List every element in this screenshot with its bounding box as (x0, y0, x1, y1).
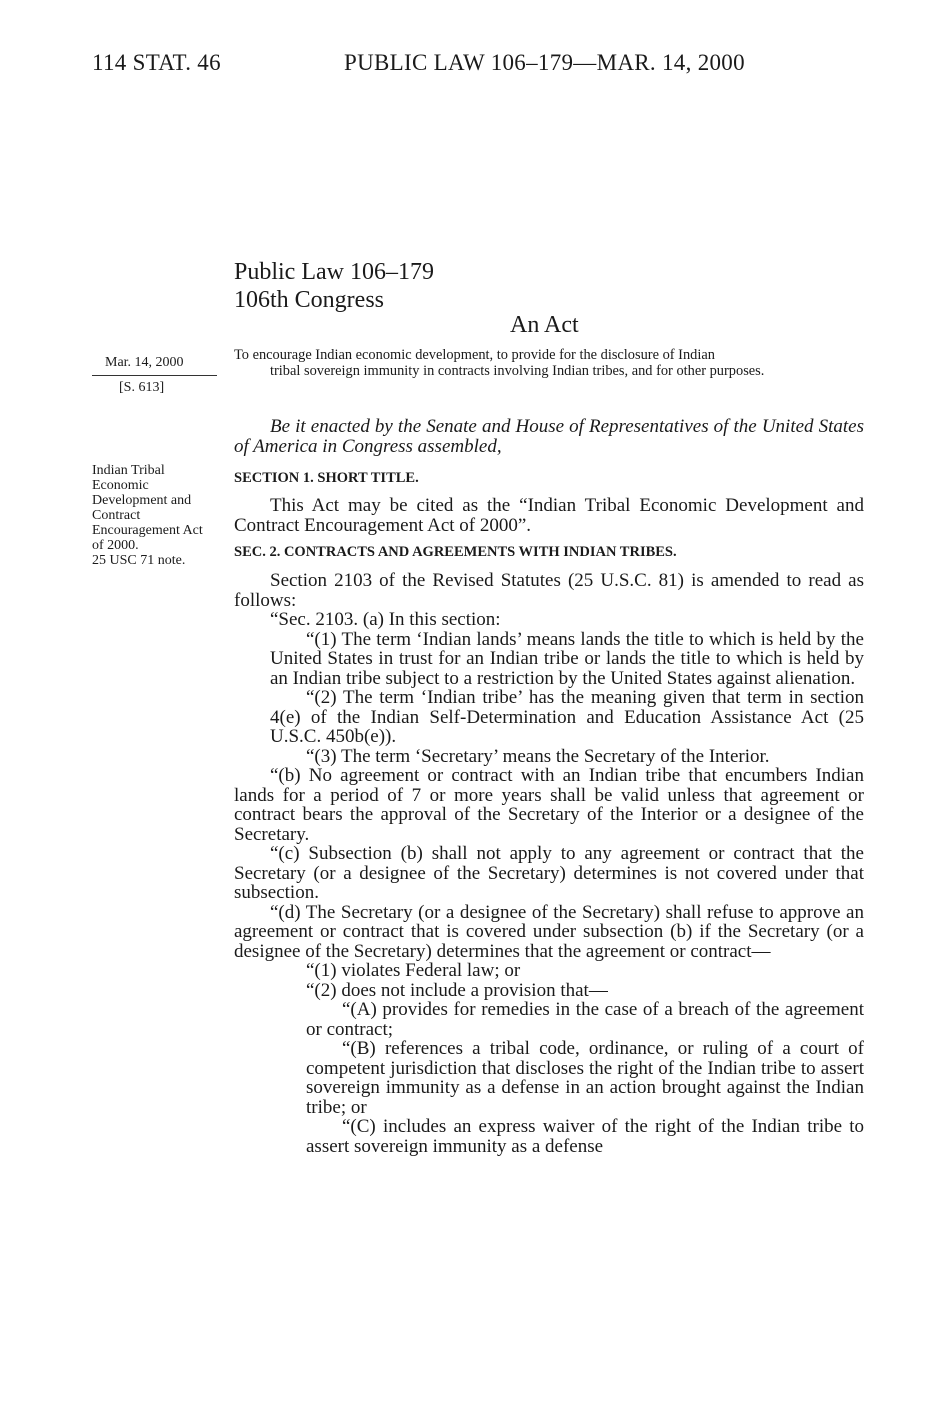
law-number: Public Law 106–179 (234, 259, 434, 285)
congress: 106th Congress (234, 287, 384, 313)
enacting-text: Be it enacted by the Senate and House of Representatives of the United States of America in Congress assembled, (234, 416, 864, 457)
margin-short-title-note (92, 463, 217, 568)
subsection-a2: “(2) The term ‘Indian tribe’ has the meaning given that term in section 4(e) of the Indian Self-Determination and Education Assistance Act (25 U.S.C. 450b(e)). (270, 687, 864, 747)
section1-text: This Act may be cited as the “Indian Tribal Economic Development and Contract Encouragement Act of 2000”. (234, 495, 864, 536)
margin-usc-note: 25 USC 71 note. (92, 553, 186, 568)
margin-date: Mar. 14, 2000 (105, 355, 184, 370)
margin-rule (92, 375, 217, 376)
subsection-dA: “(A) provides for remedies in the case of a breach of the agreement or contract; (306, 999, 864, 1040)
subsection-d2: “(2) does not include a provision that— (306, 979, 608, 1001)
subsection-a1: “(1) The term ‘Indian lands’ means lands the title to which is held by the United States in trust for an Indian tribe or lands the title to which is held by an Indian tribe subject to a restriction by the United States against alienation. (270, 628, 864, 689)
subsection-b: “(b) No agreement or contract with an Indian tribe that encumbers Indian lands for a period of 7 or more years shall be valid unless that agreement or contract bears the approval of the Secretary of the Interior or a designee of the Secretary. (234, 765, 864, 845)
enacting-clause (234, 417, 864, 457)
section1-heading: SECTION 1. SHORT TITLE. (234, 470, 419, 486)
subsection-d: “(d) The Secretary (or a designee of the Secretary) shall refuse to approve an agreement or contract that is covered under subsection (b) if the Secretary (or a designee of the Secretary) determines that the agreement or contract— (234, 901, 864, 962)
margin-short-name: Indian Tribal Economic Development and Contract Encouragement Act of 2000. (92, 463, 203, 553)
purpose-continuation: tribal sovereign immunity in contracts involving Indian tribes, and for other purposes. (270, 362, 765, 379)
page-reference: 114 STAT. 46 (92, 50, 221, 75)
section1-body (234, 496, 864, 535)
section2-body (234, 571, 864, 1156)
subsection-dC: “(C) includes an express waiver of the right of the Indian tribe to assert sovereign immunity as a defense (306, 1116, 864, 1157)
act-heading: An Act (510, 312, 579, 338)
purpose-clause (234, 348, 864, 379)
subsection-a3: “(3) The term ‘Secretary’ means the Secretary of the Interior. (306, 745, 770, 767)
subsection-dB: “(B) references a tribal code, ordinance, or ruling of a court of competent jurisdiction that discloses the right of the Indian tribe to assert sovereign immunity as a defense in an action brought against the Indian tribe; or (306, 1038, 864, 1118)
subsection-d1: “(1) violates Federal law; or (306, 960, 521, 981)
running-title: PUBLIC LAW 106–179—MAR. 14, 2000 (344, 50, 745, 75)
purpose-line1: To encourage Indian economic development, to provide for the disclosure of Indian (234, 347, 715, 363)
sec2103-open: “Sec. 2103. (a) In this section: (270, 609, 501, 630)
subsection-c: “(c) Subsection (b) shall not apply to any agreement or contract that the Secretary (or a designee of the Secretary) determines is not covered under that subsection. (234, 843, 864, 903)
margin-bill-number: [S. 613] (119, 380, 165, 395)
section2-heading: SEC. 2. CONTRACTS AND AGREEMENTS WITH INDIAN TRIBES. (234, 544, 677, 560)
section2-intro: Section 2103 of the Revised Statutes (25 U.S.C. 81) is amended to read as follows: (234, 570, 864, 611)
